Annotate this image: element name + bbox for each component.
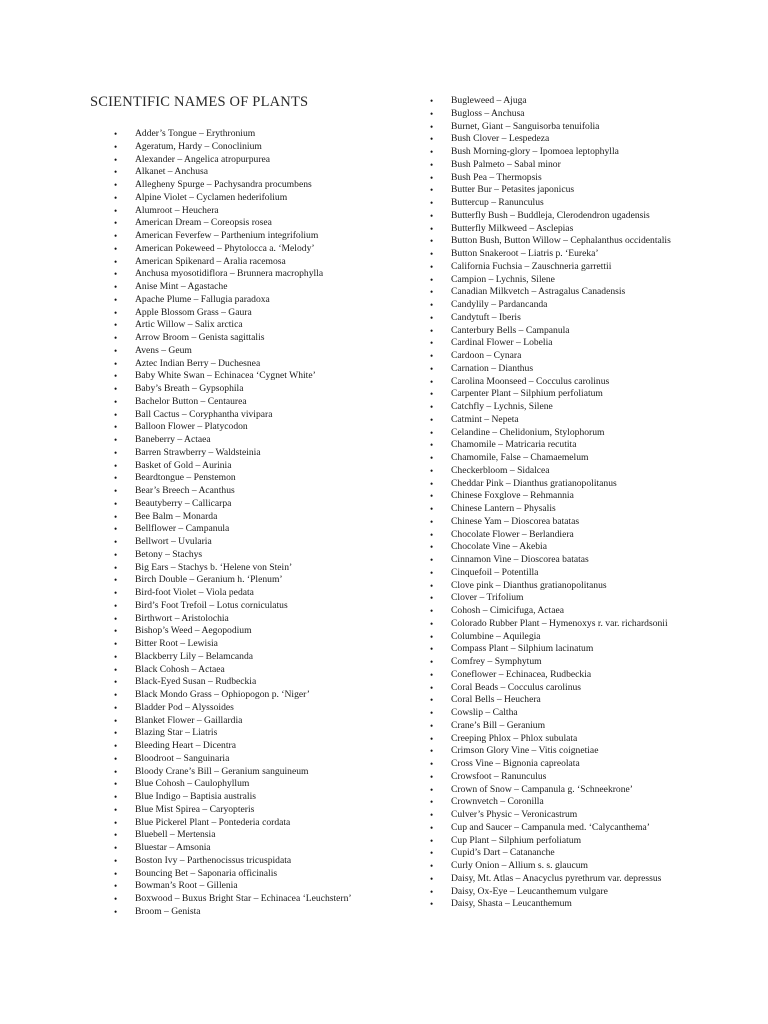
list-item: • Bugleweed – Ajuga	[451, 95, 681, 108]
list-item: • Bird’s Foot Trefoil – Lotus corniculatus	[135, 600, 365, 613]
list-item: • Bird-foot Violet – Viola pedata	[135, 587, 365, 600]
list-item: • Butter Bur – Petasites japonicus	[451, 184, 681, 197]
list-item: • Button Bush, Button Willow – Cephalanthus occidentalis	[451, 235, 681, 248]
list-item: • Avens – Geum	[135, 345, 365, 358]
list-item: • Canterbury Bells – Campanula	[451, 325, 681, 338]
list-item: • Cross Vine – Bignonia capreolata	[451, 758, 681, 771]
list-item: • Colorado Rubber Plant – Hymenoxys r. var. richardsonii	[451, 618, 681, 631]
list-item: • Beardtongue – Penstemon	[135, 472, 365, 485]
list-item: • Black Cohosh – Actaea	[135, 664, 365, 677]
list-item: • Carnation – Dianthus	[451, 363, 681, 376]
list-item: • Butterfly Milkweed – Asclepias	[451, 223, 681, 236]
list-item: • Blue Mist Spirea – Caryopteris	[135, 804, 365, 817]
list-item: • Candytuft – Iberis	[451, 312, 681, 325]
list-item: • Bishop’s Weed – Aegopodium	[135, 625, 365, 638]
list-item: • Bachelor Button – Centaurea	[135, 396, 365, 409]
list-item: • Chinese Lantern – Physalis	[451, 503, 681, 516]
list-item: • Basket of Gold – Aurinia	[135, 460, 365, 473]
list-item: • Bush Morning-glory – Ipomoea leptophylla	[451, 146, 681, 159]
list-item: • Bluebell – Mertensia	[135, 829, 365, 842]
list-item: • Canadian Milkvetch – Astragalus Canadensis	[451, 286, 681, 299]
list-item: • Arrow Broom – Genista sagittalis	[135, 332, 365, 345]
list-item: • Bush Clover – Lespedeza	[451, 133, 681, 146]
list-item: • American Feverfew – Parthenium integrifolium	[135, 230, 365, 243]
list-item: • Blanket Flower – Gaillardia	[135, 715, 365, 728]
list-item: • Boxwood – Buxus Bright Star – Echinacea ‘Leuchstern’	[135, 893, 365, 906]
list-item: • Balloon Flower – Platycodon	[135, 421, 365, 434]
list-item: • Butterfly Bush – Buddleja, Clerodendron ugadensis	[451, 210, 681, 223]
list-item: • Crowsfoot – Ranunculus	[451, 771, 681, 784]
list-item: • Compass Plant – Silphium lacinatum	[451, 643, 681, 656]
list-item: • Cinquefoil – Potentilla	[451, 567, 681, 580]
list-item: • Coral Bells – Heuchera	[451, 694, 681, 707]
list-item: • Crownvetch – Coronilla	[451, 796, 681, 809]
list-item: • Bellwort – Uvularia	[135, 536, 365, 549]
list-item: • Birch Double – Geranium h. ‘Plenum’	[135, 574, 365, 587]
list-item: • Black Mondo Grass – Ophiopogon p. ‘Niger’	[135, 689, 365, 702]
list-item: • Anise Mint – Agastache	[135, 281, 365, 294]
list-item: • Ball Cactus – Coryphantha vivipara	[135, 409, 365, 422]
list-item: • Barren Strawberry – Waldsteinia	[135, 447, 365, 460]
list-item: • Bear’s Breech – Acanthus	[135, 485, 365, 498]
list-item: • Burnet, Giant – Sanguisorba tenuifolia	[451, 121, 681, 134]
list-item: • Adder’s Tongue – Erythronium	[135, 128, 365, 141]
list-item: • Aztec Indian Berry – Duchesnea	[135, 358, 365, 371]
list-item: • Columbine – Aquilegia	[451, 631, 681, 644]
list-item: • Cup and Saucer – Campanula med. ‘Calycanthema’	[451, 822, 681, 835]
list-item: • Culver’s Physic – Veronicastrum	[451, 809, 681, 822]
list-item: • Big Ears – Stachys b. ‘Helene von Stein’	[135, 562, 365, 575]
list-item: • Broom – Genista	[135, 906, 365, 919]
list-item: • Cup Plant – Silphium perfoliatum	[451, 835, 681, 848]
list-item: • Bluestar – Amsonia	[135, 842, 365, 855]
list-item: • Baby’s Breath – Gypsophila	[135, 383, 365, 396]
list-item: • Cohosh – Cimicifuga, Actaea	[451, 605, 681, 618]
list-item: • Crown of Snow – Campanula g. ‘Schneekrone’	[451, 784, 681, 797]
list-item: • Cardinal Flower – Lobelia	[451, 337, 681, 350]
list-item: • Coneflower – Echinacea, Rudbeckia	[451, 669, 681, 682]
list-item: • Alkanet – Anchusa	[135, 166, 365, 179]
list-item: • Crimson Glory Vine – Vitis coignetiae	[451, 745, 681, 758]
list-item: • Artic Willow – Salix arctica	[135, 319, 365, 332]
list-item: • Celandine – Chelidonium, Stylophorum	[451, 427, 681, 440]
list-item: • Button Snakeroot – Liatris p. ‘Eureka’	[451, 248, 681, 261]
list-item: • Blue Pickerel Plant – Pontederia cordata	[135, 817, 365, 830]
list-item: • Alumroot – Heuchera	[135, 205, 365, 218]
list-item: • Blackberry Lily – Belamcanda	[135, 651, 365, 664]
list-item: • Chinese Yam – Dioscorea batatas	[451, 516, 681, 529]
list-item: • American Pokeweed – Phytolocca a. ‘Melody’	[135, 243, 365, 256]
list-item: • Bloody Crane’s Bill – Geranium sanguineum	[135, 766, 365, 779]
list-item: • Black-Eyed Susan – Rudbeckia	[135, 676, 365, 689]
list-item: • Baneberry – Actaea	[135, 434, 365, 447]
list-item: • Carpenter Plant – Silphium perfoliatum	[451, 388, 681, 401]
list-item: • Apple Blossom Grass – Gaura	[135, 307, 365, 320]
list-item: • Bloodroot – Sanguinaria	[135, 753, 365, 766]
plant-list-right	[451, 95, 681, 911]
list-item: • American Spikenard – Aralia racemosa	[135, 256, 365, 269]
list-item: • Chamomile – Matricaria recutita	[451, 439, 681, 452]
list-item: • Baby White Swan – Echinacea ‘Cygnet White’	[135, 370, 365, 383]
list-item: • Checkerbloom – Sidalcea	[451, 465, 681, 478]
list-item: • Apache Plume – Fallugia paradoxa	[135, 294, 365, 307]
list-item: • Buttercup – Ranunculus	[451, 197, 681, 210]
list-item: • Chocolate Vine – Akebia	[451, 541, 681, 554]
list-item: • Bitter Root – Lewisia	[135, 638, 365, 651]
list-item: • American Dream – Coreopsis rosea	[135, 217, 365, 230]
list-item: • Bee Balm – Monarda	[135, 511, 365, 524]
list-item: • California Fuchsia – Zauschneria garrettii	[451, 261, 681, 274]
list-item: • Clove pink – Dianthus gratianopolitanus	[451, 580, 681, 593]
list-item: • Alpine Violet – Cyclamen hederifolium	[135, 192, 365, 205]
list-item: • Candylily – Pardancanda	[451, 299, 681, 312]
list-item: • Blue Indigo – Baptisia australis	[135, 791, 365, 804]
plant-list-left	[135, 128, 365, 919]
list-item: • Daisy, Ox-Eye – Leucanthemum vulgare	[451, 886, 681, 899]
list-item: • Creeping Phlox – Phlox subulata	[451, 733, 681, 746]
list-item: • Allegheny Spurge – Pachysandra procumbens	[135, 179, 365, 192]
list-item: • Betony – Stachys	[135, 549, 365, 562]
list-item: • Bush Pea – Thermopsis	[451, 172, 681, 185]
list-item: • Ageratum, Hardy – Conoclinium	[135, 141, 365, 154]
list-item: • Boston Ivy – Parthenocissus tricuspidata	[135, 855, 365, 868]
list-item: • Cinnamon Vine – Dioscorea batatas	[451, 554, 681, 567]
list-item: • Anchusa myosotidiflora – Brunnera macrophylla	[135, 268, 365, 281]
list-item: • Alexander – Angelica atropurpurea	[135, 154, 365, 167]
list-item: • Birthwort – Aristolochia	[135, 613, 365, 626]
list-item: • Chinese Foxglove – Rehmannia	[451, 490, 681, 503]
list-item: • Cheddar Pink – Dianthus gratianopolitanus	[451, 478, 681, 491]
list-item: • Beautyberry – Callicarpa	[135, 498, 365, 511]
list-item: • Chocolate Flower – Berlandiera	[451, 529, 681, 542]
list-item: • Campion – Lychnis, Silene	[451, 274, 681, 287]
list-item: • Blazing Star – Liatris	[135, 727, 365, 740]
list-item: • Chamomile, False – Chamaemelum	[451, 452, 681, 465]
list-item: • Catmint – Nepeta	[451, 414, 681, 427]
list-item: • Daisy, Shasta – Leucanthemum	[451, 898, 681, 911]
list-item: • Comfrey – Symphytum	[451, 656, 681, 669]
list-item: • Blue Cohosh – Caulophyllum	[135, 778, 365, 791]
list-item: • Cowslip – Caltha	[451, 707, 681, 720]
list-item: • Cupid’s Dart – Catananche	[451, 847, 681, 860]
list-item: • Bleeding Heart – Dicentra	[135, 740, 365, 753]
list-item: • Clover – Trifolium	[451, 592, 681, 605]
list-item: • Bush Palmeto – Sabal minor	[451, 159, 681, 172]
list-item: • Bellflower – Campanula	[135, 523, 365, 536]
list-item: • Coral Beads – Cocculus carolinus	[451, 682, 681, 695]
list-item: • Curly Onion – Allium s. s. glaucum	[451, 860, 681, 873]
list-item: • Crane’s Bill – Geranium	[451, 720, 681, 733]
list-item: • Daisy, Mt. Atlas – Anacyclus pyrethrum var. depressus	[451, 873, 681, 886]
list-item: • Bugloss – Anchusa	[451, 108, 681, 121]
list-item: • Carolina Moonseed – Cocculus carolinus	[451, 376, 681, 389]
list-item: • Catchfly – Lychnis, Silene	[451, 401, 681, 414]
list-item: • Cardoon – Cynara	[451, 350, 681, 363]
page-title: SCIENTIFIC NAMES OF PLANTS	[90, 94, 309, 110]
list-item: • Bowman’s Root – Gillenia	[135, 880, 365, 893]
list-item: • Bladder Pod – Alyssoides	[135, 702, 365, 715]
list-item: • Bouncing Bet – Saponaria officinalis	[135, 868, 365, 881]
